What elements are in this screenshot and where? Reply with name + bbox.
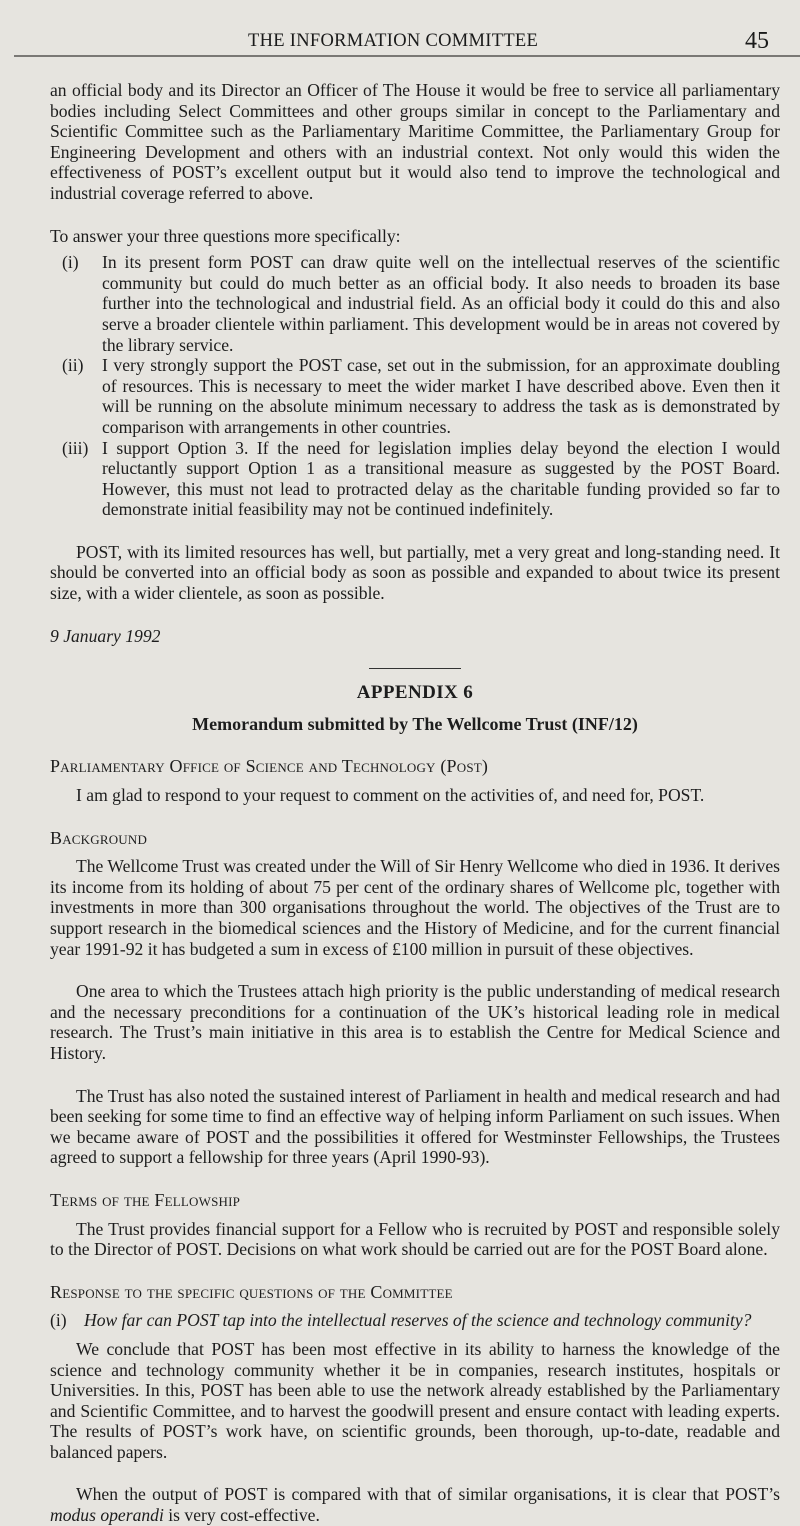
answer-text: I support Option 3. If the need for legislation implies delay beyond the election I would reluctantly support Option 1 as a transitional measure as suggested by the POST Board. However, this must not lead to protracted delay as the charitable funding provided so far to demonstrate initial feasibility may not be continued indefinitely.: [102, 437, 780, 520]
final-text-after: is very cost-effective.: [163, 1505, 320, 1526]
final-text-before: When the output of POST is compared with that of similar organisations, it is clear that POST’s: [76, 1484, 780, 1505]
letter-date: 9 January 1992: [50, 625, 161, 646]
section-separator: [369, 668, 461, 669]
answer-item: [50, 438, 780, 520]
background-paragraph: The Trust has also noted the sustained interest of Parliament in health and medical research and had been seeking for some time to find an effective way of helping inform Parliament on such issues. When we became aware of POST and the possibilities it offered for Westminster Fellowships, the Trustees agreed to support a fellowship for three years (April 1990-93).: [50, 1085, 780, 1168]
closing-paragraph: POST, with its limited resources has well, but partially, met a very great and long-standing need. It should be converted into an official body as soon as possible and expanded to about twice its present size, with a wider clientele, as soon as possible.: [50, 541, 780, 604]
final-paragraph: [50, 1484, 780, 1525]
terms-heading: Terms of the Fellowship: [50, 1189, 241, 1210]
answer-item: [50, 252, 780, 355]
memorandum-title: Memorandum submitted by The Wellcome Trust (INF/12): [192, 713, 638, 734]
answer-text: In its present form POST can draw quite well on the intellectual reserves of the scientific community but could do much better as an official body. It also needs to broaden its base further into the technological and industrial field. As an official body it could do this and also serve a broader clientele within parliament. This development would be in areas not covered by the library service.: [102, 252, 780, 355]
office-intro: I am glad to respond to your request to comment on the activities of, and need for, POST.: [76, 785, 705, 806]
answer-item: [50, 355, 780, 437]
appendix-title: APPENDIX 6: [356, 682, 474, 704]
background-heading: Background: [50, 827, 148, 848]
page-number: 45: [745, 28, 769, 54]
answer-number: (ii): [62, 355, 84, 376]
question-text: How far can POST tap into the intellectual reserves of the science and technology community?: [84, 1310, 752, 1331]
answers-lead: To answer your three questions more specifically:: [50, 225, 401, 246]
intro-paragraph: an official body and its Director an Officer of The House it would be free to service all parliamentary bodies including Select Committees and other groups similar in concept to the Parliamentary and Scientific Committee such as the Parliamentary Maritime Committee, the Parliamentary Group for Engineering Development and others with an industrial context. Not only would this widen the effectiveness of POST’s excellent output but it would also tend to improve the technological and industrial coverage referred to above.: [50, 80, 780, 203]
question-line: [50, 1310, 780, 1331]
response-paragraph: We conclude that POST has been most effective in its ability to harness the knowledge of the science and technology community whether it be in companies, research institutes, hospitals or Universities. In this, POST has been able to use the network already established by the Parliamentary and Scientific Committee, and to harvest the goodwill present and ensure contact with leading experts. The results of POST’s work have, on scientific grounds, been thorough, up-to-date, readable and balanced papers.: [50, 1338, 780, 1462]
page-body: [50, 80, 780, 1526]
background-paragraph: The Wellcome Trust was created under the Will of Sir Henry Wellcome who died in 1936. It derives its income from its holding of about 75 per cent of the ordinary shares of Wellcome plc, together with investments in more than 300 organisations throughout the world. The objectives of the Trust are to support research in the biomedical sciences and the History of Medicine, and for the current financial year 1991-92 it has budgeted a sum in excess of £100 million in pursuit of these objectives.: [50, 856, 780, 959]
final-text-italic: modus operandi: [50, 1505, 164, 1526]
terms-paragraph: The Trust provides financial support for a Fellow who is recruited by POST and responsible solely to the Director of POST. Decisions on what work should be carried out are for the POST Board alone.: [50, 1218, 780, 1260]
question-number: (i): [50, 1310, 67, 1331]
background-paragraph: One area to which the Trustees attach high priority is the public understanding of medical research and the necessary preconditions for a continuation of the UK’s historical leading role in medical research. The Trust’s main initiative in this area is to establish the Centre for Medical Science and History.: [50, 981, 780, 1063]
answer-number: (i): [62, 252, 79, 273]
answers-list: [50, 252, 780, 520]
office-heading: Parliamentary Office of Science and Technology (Post): [50, 756, 489, 777]
answer-text: I very strongly support the POST case, set out in the submission, for an approximate doubling of resources. This is necessary to meet the wider market I have described above. Even then it will be running on the absolute minimum necessary to address the task as is demonstrated by comparison with arrangements in other countries.: [102, 355, 780, 437]
running-title: THE INFORMATION COMMITTEE: [248, 31, 539, 51]
header-rule: [14, 55, 800, 57]
response-heading: Response to the specific questions of the Committee: [50, 1281, 453, 1302]
page-header: [0, 0, 800, 62]
answer-number: (iii): [62, 437, 89, 458]
